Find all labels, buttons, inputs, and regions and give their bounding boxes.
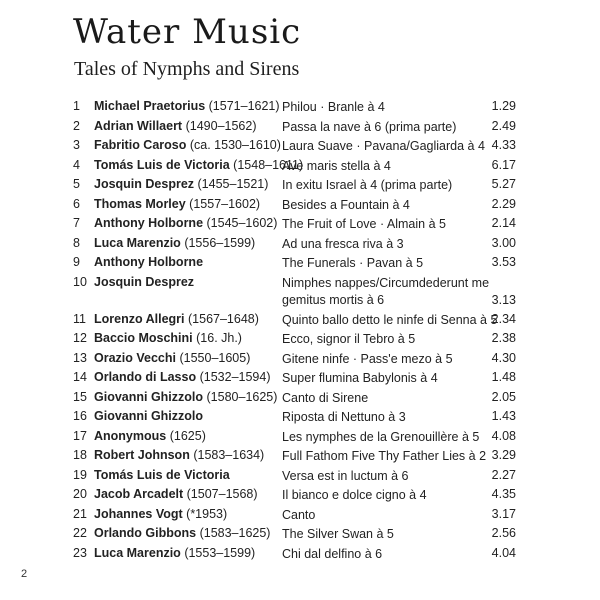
track-duration: 2.56	[491, 526, 516, 540]
track-row	[0, 175, 600, 195]
track-duration: 3.29	[491, 448, 516, 462]
composer-name: Tomás Luis de Victoria	[94, 467, 230, 482]
track-duration: 2.29	[491, 196, 516, 211]
track-title-line: Ecco, signor il Tebro à 5	[282, 332, 416, 346]
track-title	[282, 526, 492, 543]
track-title	[282, 448, 492, 465]
track-number: 18	[73, 448, 87, 462]
track-row	[0, 234, 600, 254]
track-title-line: The Silver Swan à 5	[282, 527, 394, 541]
track-duration: 2.14	[491, 216, 516, 230]
composer-dates: (16. Jh.)	[196, 331, 242, 345]
track-title-line: The Funerals · Pavan à 5	[282, 256, 424, 270]
composer-name: Thomas Morley	[94, 196, 186, 211]
track-composer	[94, 177, 268, 191]
composer-name: Lorenzo Allegri	[94, 311, 185, 326]
track-duration: 4.08	[491, 428, 516, 443]
composer-name: Jacob Arcadelt	[94, 487, 184, 501]
track-row	[0, 195, 600, 215]
composer-name: Giovanni Ghizzolo	[94, 409, 204, 423]
track-row	[0, 466, 600, 486]
track-title-line: The Fruit of Love · Almain à 5	[282, 217, 446, 231]
track-number: 15	[73, 389, 87, 404]
track-composer	[94, 546, 255, 560]
composer-dates: (1545–1602)	[206, 216, 278, 230]
track-composer	[94, 370, 271, 384]
track-duration: 2.27	[491, 467, 516, 482]
track-composer	[94, 507, 227, 521]
track-composer	[94, 99, 280, 113]
track-row	[0, 310, 600, 330]
track-title	[282, 197, 492, 214]
track-title-line: Canto	[282, 507, 316, 522]
track-duration: 4.30	[491, 350, 516, 365]
composer-name: Baccio Moschini	[94, 331, 193, 345]
track-number: 22	[73, 526, 87, 540]
composer-dates: (1490–1562)	[185, 118, 257, 133]
track-number: 2	[73, 118, 80, 133]
track-title	[282, 275, 492, 309]
composer-dates: (1625)	[169, 428, 206, 443]
composer-dates: (1550–1605)	[179, 350, 251, 365]
track-title	[282, 331, 492, 348]
track-composer	[94, 119, 257, 133]
track-composer	[94, 429, 206, 443]
composer-name: Anonymous	[94, 428, 167, 443]
track-composer	[94, 390, 277, 404]
composer-dates: (1567–1648)	[188, 311, 259, 326]
track-title	[282, 390, 492, 407]
track-title-line: In exitu Israel à 4 (prima parte)	[282, 178, 453, 192]
track-row	[0, 368, 600, 388]
composer-name: Adrian Willaert	[94, 118, 183, 133]
composer-dates: (1455–1521)	[197, 177, 269, 191]
track-number: 16	[73, 409, 87, 423]
track-title-line: Il bianco e dolce cigno à 4	[282, 488, 427, 502]
track-duration: 4.33	[491, 138, 516, 152]
track-composer	[94, 468, 230, 482]
track-composer	[94, 331, 242, 345]
track-title-line: Super flumina Babylonis à 4	[282, 371, 438, 385]
track-duration: 1.43	[491, 409, 516, 423]
track-title-line: Versa est in luctum à 6	[282, 468, 409, 483]
track-title-line: Les nymphes de la Grenouillère à 5	[282, 429, 480, 444]
track-number: 5	[73, 177, 80, 191]
composer-dates: (1583–1634)	[193, 448, 265, 462]
track-number: 20	[73, 487, 87, 501]
track-title	[282, 429, 492, 446]
track-number: 13	[73, 350, 87, 365]
track-title	[282, 138, 492, 155]
composer-name: Michael Praetorius	[94, 99, 206, 113]
track-title-line: Passa la nave à 6 (prima parte)	[282, 119, 457, 134]
page-subtitle: Tales of Nymphs and Sirens	[74, 58, 300, 80]
track-composer	[94, 275, 194, 289]
track-row	[0, 427, 600, 447]
track-title	[282, 236, 492, 253]
track-row	[0, 253, 600, 273]
track-title-line: Besides a Fountain à 4	[282, 197, 410, 212]
track-number: 8	[73, 235, 80, 250]
track-composer	[94, 448, 264, 462]
track-row	[0, 544, 600, 564]
page-number: 2	[21, 568, 28, 580]
composer-name: Robert Johnson	[94, 448, 190, 462]
track-title-line: Ave maris stella à 4	[282, 158, 391, 173]
track-title-line: Quinto ballo detto le ninfe di Senna à 5	[282, 312, 498, 327]
track-title-line: Canto di Sirene	[282, 390, 369, 405]
composer-name: Anthony Holborne	[94, 216, 204, 230]
track-composer	[94, 236, 255, 250]
track-duration: 3.53	[491, 255, 516, 269]
composer-name: Tomás Luis de Victoria	[94, 157, 230, 172]
track-composer	[94, 487, 258, 501]
composer-name: Orlando di Lasso	[94, 370, 197, 384]
composer-dates: (1507–1568)	[186, 487, 258, 501]
track-duration: 1.48	[491, 370, 516, 384]
track-row	[0, 97, 600, 117]
track-composer	[94, 351, 250, 365]
track-title	[282, 119, 492, 136]
track-row	[0, 349, 600, 369]
track-title	[282, 409, 492, 426]
track-number: 23	[73, 545, 87, 560]
track-title	[282, 370, 492, 387]
track-duration: 2.38	[491, 331, 516, 345]
track-title-line: Nimphes nappes/Circumdederunt me	[282, 275, 490, 290]
track-title-line: Full Fathom Five Thy Father Lies à 2	[282, 449, 487, 463]
track-row	[0, 214, 600, 234]
track-number: 6	[73, 196, 80, 211]
track-title	[282, 546, 492, 563]
track-number: 21	[73, 506, 87, 521]
track-title-line: Laura Suave · Pavana/Gagliarda à 4	[282, 139, 485, 153]
track-title-line: Gitene ninfe · Pass'e mezo à 5	[282, 351, 453, 366]
composer-name: Fabritio Caroso	[94, 138, 187, 152]
track-title	[282, 99, 492, 116]
track-row	[0, 524, 600, 544]
track-number: 4	[73, 157, 80, 172]
composer-dates: (1556–1599)	[184, 235, 256, 250]
composer-name: Johannes Vogt	[94, 506, 183, 521]
track-title	[282, 216, 492, 233]
track-title-line: Ad una fresca riva à 3	[282, 236, 404, 251]
composer-dates: (1557–1602)	[189, 196, 261, 211]
track-composer	[94, 409, 203, 423]
track-number: 19	[73, 467, 87, 482]
track-number: 1	[73, 99, 80, 113]
track-duration: 3.00	[491, 235, 516, 250]
composer-dates: (1553–1599)	[184, 545, 256, 560]
track-title-line: Philou · Branle à 4	[282, 100, 385, 114]
composer-dates: (1548–1611)	[233, 157, 304, 172]
composer-dates: (1583–1625)	[199, 526, 271, 540]
composer-dates: (1571–1621)	[208, 99, 280, 113]
track-title	[282, 468, 492, 485]
track-row	[0, 505, 600, 525]
track-number: 11	[73, 311, 86, 326]
track-composer	[94, 255, 203, 269]
track-title	[282, 158, 492, 175]
track-duration: 5.27	[491, 177, 516, 191]
track-composer	[94, 197, 260, 211]
track-row	[0, 156, 600, 176]
track-duration: 2.49	[491, 118, 516, 133]
composer-dates: (1580–1625)	[206, 389, 278, 404]
composer-name: Giovanni Ghizzolo	[94, 389, 204, 404]
track-title	[282, 177, 492, 194]
composer-name: Josquin Desprez	[94, 274, 195, 289]
composer-name: Orlando Gibbons	[94, 526, 197, 540]
track-number: 14	[73, 370, 87, 384]
composer-name: Luca Marenzio	[94, 545, 181, 560]
track-row	[0, 446, 600, 466]
track-title	[282, 312, 498, 329]
track-composer	[94, 138, 281, 152]
track-row	[0, 117, 600, 137]
composer-dates: (*1953)	[186, 506, 228, 521]
track-title	[282, 351, 492, 368]
track-number: 17	[73, 428, 87, 443]
composer-name: Orazio Vecchi	[94, 350, 176, 365]
track-row	[0, 136, 600, 156]
page-title: Water Music	[73, 12, 302, 52]
composer-dates: (ca. 1530–1610)	[189, 138, 281, 152]
track-number: 7	[73, 216, 80, 230]
track-composer	[94, 216, 277, 230]
track-composer	[94, 526, 270, 540]
composer-name: Luca Marenzio	[94, 235, 181, 250]
track-number: 12	[73, 331, 87, 345]
track-row	[0, 273, 600, 310]
composer-name: Josquin Desprez	[94, 177, 195, 191]
composer-dates: (1532–1594)	[199, 370, 271, 384]
track-number: 3	[73, 138, 80, 152]
track-row	[0, 329, 600, 349]
track-list	[0, 97, 600, 563]
track-duration: 4.04	[491, 545, 516, 560]
track-title-line-2: gemitus mortis à 6	[282, 292, 385, 307]
track-composer	[94, 158, 303, 172]
track-duration: 2.34	[491, 311, 516, 326]
track-duration: 4.35	[491, 487, 516, 501]
track-duration: 3.17	[491, 506, 516, 521]
track-title	[282, 487, 492, 504]
track-number: 9	[73, 255, 80, 269]
track-row	[0, 407, 600, 427]
track-row	[0, 485, 600, 505]
track-duration: 1.29	[491, 99, 516, 113]
track-title-line: Chi dal delfino à 6	[282, 546, 383, 561]
track-title	[282, 507, 492, 524]
track-duration: 2.05	[491, 389, 516, 404]
composer-name: Anthony Holborne	[94, 255, 204, 269]
track-number: 10	[73, 274, 87, 289]
track-row	[0, 388, 600, 408]
track-title-line: Riposta di Nettuno à 3	[282, 410, 406, 424]
track-duration: 6.17	[491, 157, 516, 172]
track-duration: 3.13	[491, 292, 516, 307]
track-title	[282, 255, 492, 272]
track-composer	[94, 312, 259, 326]
